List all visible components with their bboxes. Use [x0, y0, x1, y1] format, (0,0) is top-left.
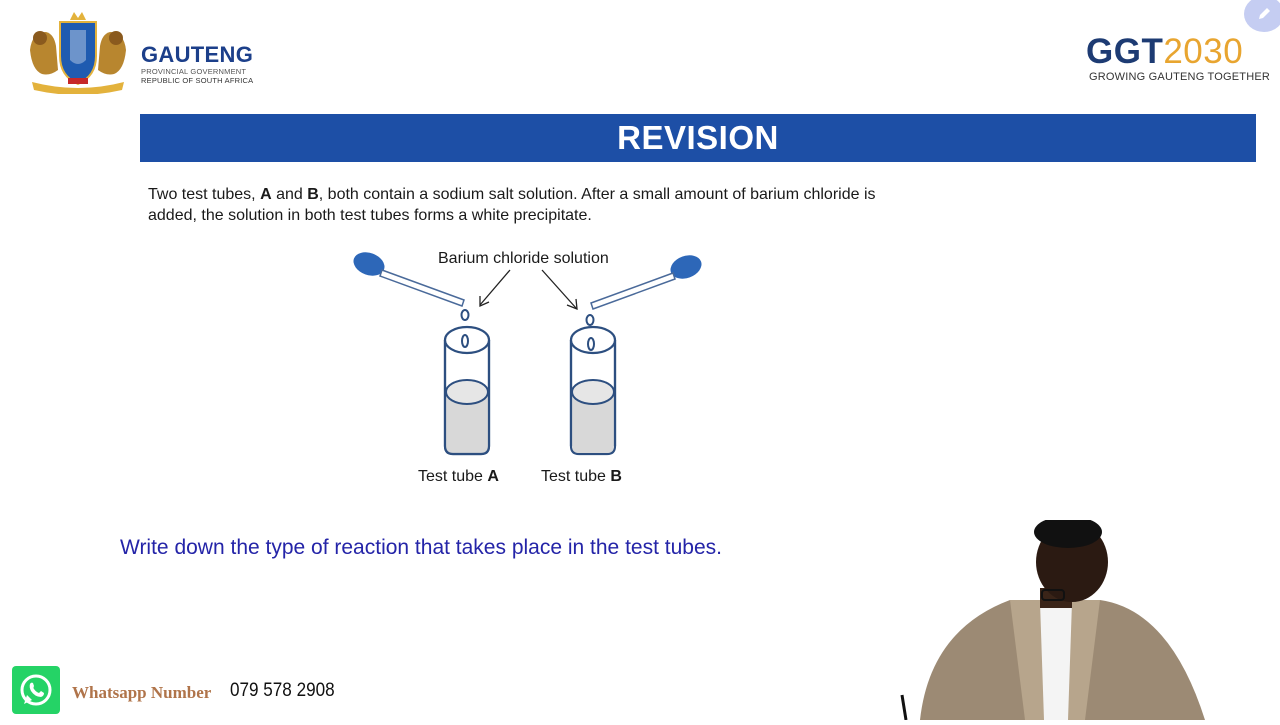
intro-part-3: , both contain a sodium salt solution. After a small amount of barium chloride is added, the solution in both test tubes forms a white precipitate.: [148, 186, 876, 224]
question-text: Write down the type of reaction that takes place in the test tubes.: [120, 536, 722, 559]
ggt2030-logo: [1086, 32, 1271, 89]
title-banner: [140, 114, 1256, 162]
slide-title: REVISION: [617, 119, 779, 156]
tube-a-letter: A: [487, 468, 499, 485]
test-tube-diagram: [340, 240, 740, 500]
coat-of-arms-icon: [22, 10, 134, 94]
intro-tube-b: B: [307, 186, 319, 203]
ggt-year: 2030: [1163, 32, 1244, 71]
test-tube-b-icon: [571, 327, 615, 454]
gauteng-subtitle-1: PROVINCIAL GOVERNMENT: [141, 67, 247, 76]
tube-a-label: [418, 468, 499, 486]
gauteng-subtitle-2: REPUBLIC OF SOUTH AFRICA: [141, 76, 254, 85]
whatsapp-icon: [12, 666, 60, 714]
annotate-button[interactable]: [1244, 0, 1280, 32]
ggt2030-wordmark: [1086, 33, 1261, 71]
tube-b-letter: B: [610, 468, 622, 485]
intro-text: [148, 184, 888, 226]
presenter-video: [890, 520, 1220, 720]
tube-b-prefix: Test tube: [541, 468, 611, 485]
dropper-label: Barium chloride solution: [438, 250, 609, 267]
tube-a-prefix: Test tube: [418, 468, 488, 485]
label-arrows: [480, 270, 577, 309]
whatsapp-label: Whatsapp Number: [72, 683, 212, 702]
gauteng-name: GAUTENG: [141, 42, 254, 67]
intro-part-1: Two test tubes,: [148, 186, 261, 203]
whatsapp-number: 079 578 2908: [230, 680, 335, 701]
test-tube-illustration: [340, 240, 740, 500]
intro-tube-a: A: [260, 186, 272, 203]
intro-part-2: and: [271, 186, 308, 203]
ggt-tagline: GROWING GAUTENG TOGETHER: [1089, 71, 1271, 83]
pencil-icon: [1256, 6, 1272, 22]
gauteng-logo: [22, 10, 262, 94]
ggt-letters: GGT: [1086, 32, 1164, 71]
tube-b-label: [541, 468, 622, 486]
whatsapp-bar: [0, 660, 380, 720]
test-tube-a-icon: [445, 327, 489, 454]
